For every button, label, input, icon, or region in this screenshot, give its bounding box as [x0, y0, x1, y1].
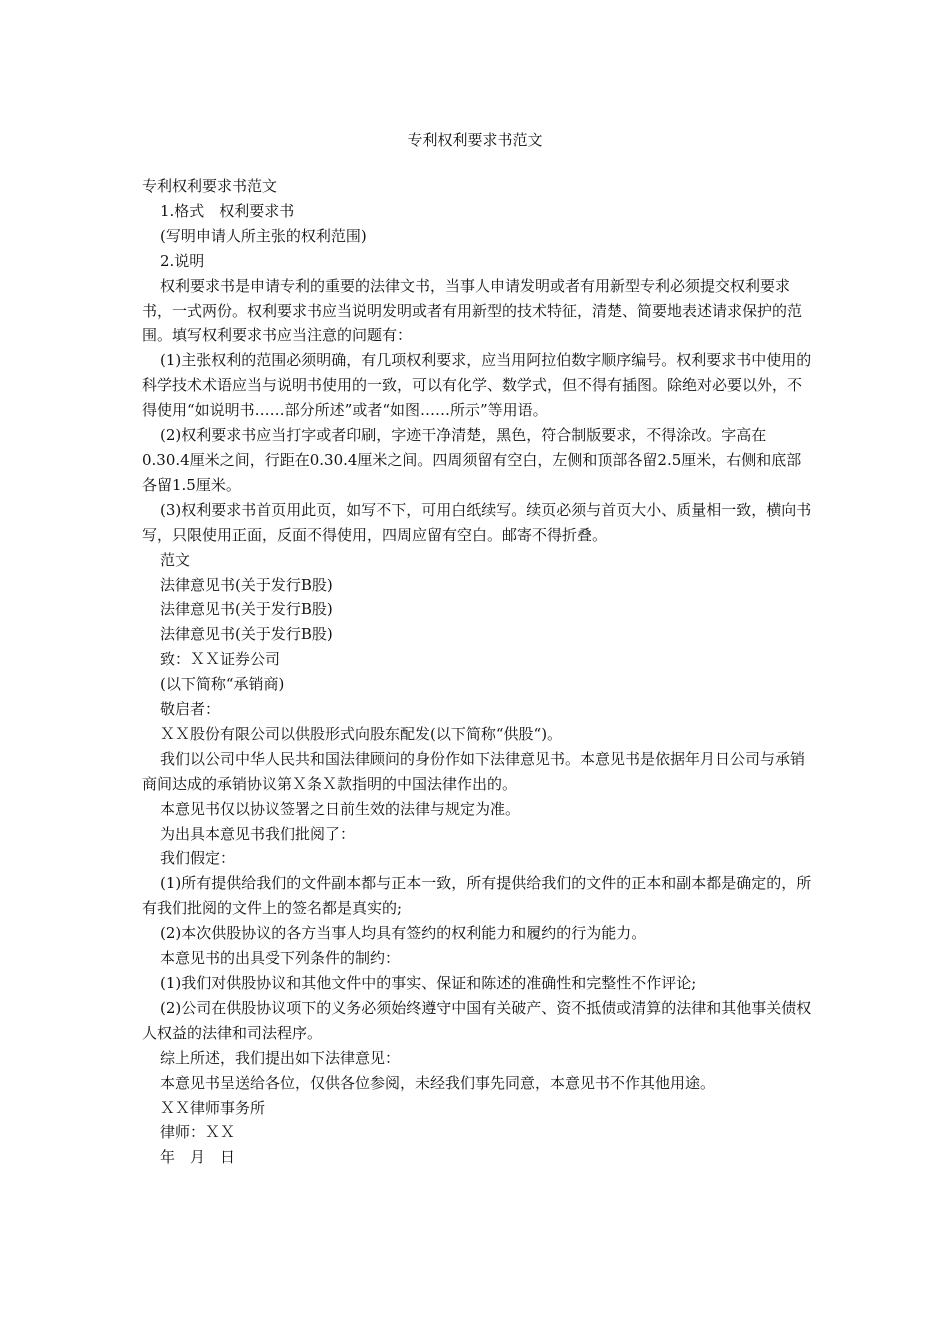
paragraph: 综上所述，我们提出如下法律意见：: [160, 1048, 401, 1067]
paragraph: 致：ＸＸ证券公司: [160, 650, 281, 669]
paragraph: 年 月 日: [160, 1148, 236, 1167]
paragraph: 1.格式 权利要求书: [160, 201, 295, 220]
paragraph: 法律意见书(关于发行B股): [160, 575, 333, 594]
document-body: [142, 174, 812, 1170]
paragraph: (1)主张权利的范围必须明确，有几项权利要求，应当用阿拉伯数字顺序编号。权利要求书中使用的科学技术术语应当与说明书使用的一致，可以有化学、数学式，但不得有插图。除绝对必要以外，不得使用“如说明书……部分所述”或者“如图……所示”等用语。: [142, 351, 812, 420]
paragraph: 2.说明: [160, 251, 205, 270]
paragraph: (2)公司在供股协议项下的义务必须始终遵守中国有关破产、资不抵债或清算的法律和其他事关债权人权益的法律和司法程序。: [142, 998, 812, 1042]
document-title: 专利权利要求书范文: [407, 131, 543, 149]
paragraph: (1)所有提供给我们的文件副本都与正本一致，所有提供给我们的文件的正本和副本都是确定的，所有我们批阅的文件上的签名都是真实的;: [142, 874, 812, 918]
paragraph: ＸＸ股份有限公司以供股形式向股东配发(以下简称“供股“)。: [160, 724, 563, 743]
paragraph: 法律意见书(关于发行B股): [160, 600, 333, 619]
paragraph: 我们以公司中华人民共和国法律顾问的身份作如下法律意见书。本意见书是依据年月日公司与承销商间达成的承销协议第Ｘ条Ｘ款指明的中国法律作出的。: [142, 749, 806, 793]
paragraph: 本意见书的出具受下列条件的制约：: [160, 949, 401, 968]
paragraph: 本意见书呈送给各位，仅供各位参阅，未经我们事先同意，本意见书不作其他用途。: [160, 1073, 716, 1092]
paragraph: 为出具本意见书我们批阅了：: [160, 824, 356, 843]
paragraph: (2)本次供股协议的各方当事人均具有签约的权利能力和履约的行为能力。: [160, 924, 647, 943]
paragraph: 律师：ＸＸ: [160, 1123, 236, 1142]
paragraph: 我们假定：: [160, 849, 236, 868]
paragraph: 本意见书仅以协议签署之日前生效的法律与规定为准。: [160, 799, 521, 818]
paragraph: 权利要求书是申请专利的重要的法律文书，当事人申请发明或者有用新型专利必须提交权利要求书，一式两份。权利要求书应当说明发明或者有用新型的技术特征，清楚、简要地表述请求保护的范围。填写权利要求书应当注意的问题有：: [142, 276, 803, 345]
paragraph: (2)权利要求书应当打字或者印刷，字迹干净清楚，黑色，符合制版要求，不得涂改。字高在0.30.4厘米之间，行距在0.30.4厘米之间。四周须留有空白，左侧和顶部各留2.5厘米，右侧和底部各留1.5厘米。: [142, 426, 802, 494]
paragraph: 专利权利要求书范文: [142, 177, 278, 195]
paragraph: (以下简称“承销商): [160, 675, 285, 694]
paragraph: 敬启者：: [160, 700, 221, 719]
paragraph: 法律意见书(关于发行B股): [160, 625, 333, 644]
paragraph: (3)权利要求书首页用此页，如写不下，可用白纸续写。续页必须与首页大小、质量相一致，横向书写，只限使用正面，反面不得使用，四周应留有空白。邮寄不得折叠。: [142, 500, 812, 544]
paragraph: 范文: [160, 550, 191, 569]
paragraph: (1)我们对供股协议和其他文件中的事实、保证和陈述的准确性和完整性不作评论;: [160, 974, 697, 992]
paragraph: (写明申请人所主张的权利范围): [160, 226, 367, 245]
paragraph: ＸＸ律师事务所: [160, 1098, 266, 1117]
